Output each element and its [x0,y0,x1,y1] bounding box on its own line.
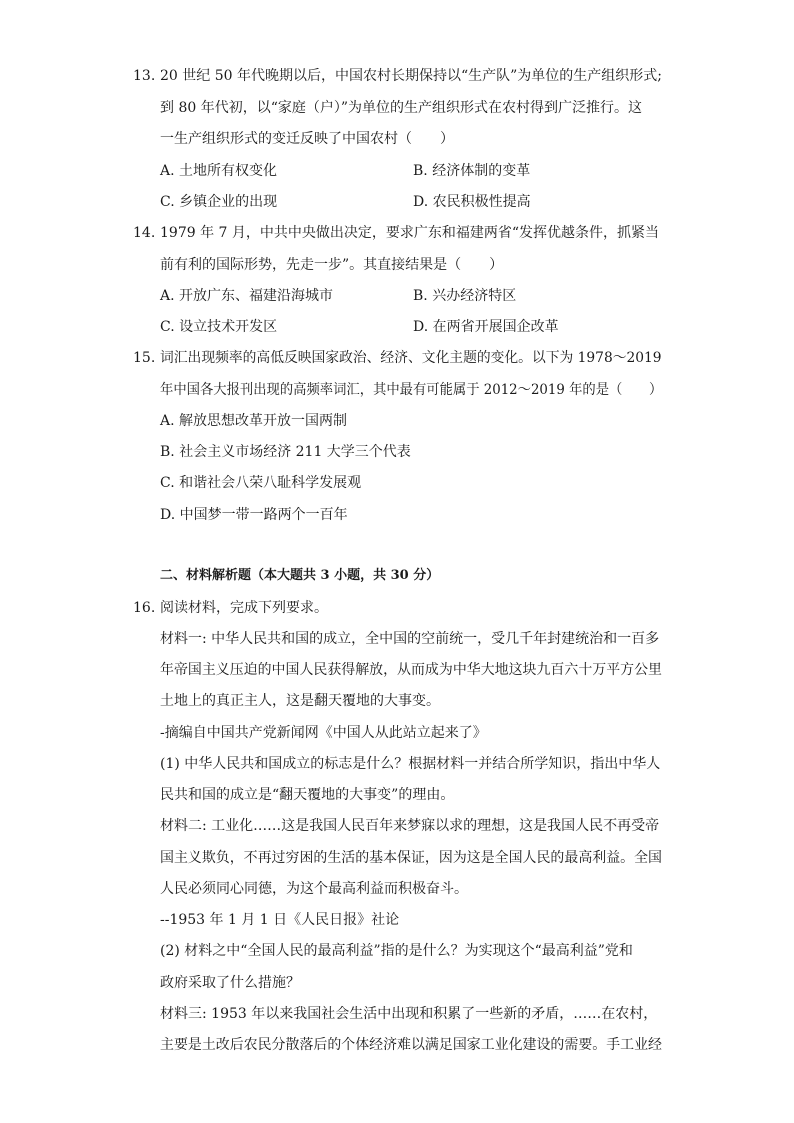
option-b: B. 社会主义市场经济 211 大学三个代表 [160,444,411,460]
option-c: C. 和谐社会八荣八耻科学发展观 [160,475,362,491]
section-heading: 二、材料解析题（本大题共 3 小题，共 30 分） [160,568,440,583]
question-text-line: 1979 年 7 月，中共中央做出决定，要求广东和福建两省“发挥优越条件，抓紧当 [160,225,660,241]
question-text-line: 词汇出现频率的高低反映国家政治、经济、文化主题的变化。以下为 1978～2019 [160,350,662,366]
material-1-line: 材料一: 中华人民共和国的成立，全中国的空前统一，受几千年封建统治和一百多 [160,631,660,647]
sub-question-1-line: 民共和国的成立是“翻天覆地的大事变”的理由。 [160,787,455,803]
question-number: 13. [133,68,156,84]
sub-question-2-line: (2) 材料之中“全国人民的最高利益”指的是什么？为实现这个“最高利益”党和 [160,943,633,959]
material-1-line: 年帝国主义压迫的中国人民获得解放，从而成为中华大地这块九百六十万平方公里 [160,662,662,678]
option-d: D. 农民积极性提高 [413,194,531,210]
question-number: 15. [133,350,156,366]
option-a: A. 解放思想改革开放一国两制 [160,413,348,429]
material-1-source: -摘编自中国共产党新闻网《中国人从此站立起来了》 [160,725,487,741]
material-3-line: 主要是土改后农民分散落后的个体经济难以满足国家工业化建设的需要。手工业经 [160,1037,662,1053]
option-a: A. 开放广东、福建沿海城市 [160,288,334,304]
option-c: C. 设立技术开发区 [160,319,278,335]
material-2-line: 国主义欺负，不再过穷困的生活的基本保证，因为这是全国人民的最高利益。全国 [160,850,662,866]
option-d: D. 中国梦一带一路两个一百年 [160,507,348,523]
question-number: 14. [133,225,156,241]
question-text-line: 20 世纪 50 年代晚期以后，中国农村长期保持以“生产队”为单位的生产组织形式; [160,68,663,84]
option-d: D. 在两省开展国企改革 [413,319,559,335]
material-2-line: 材料二: 工业化……这是我国人民百年来梦寐以求的理想，这是我国人民不再受帝 [160,818,660,834]
option-b: B. 兴办经济特区 [413,288,517,304]
material-2-line: 人民必须同心同德，为这个最高利益而积极奋斗。 [160,881,468,897]
question-number: 16. [133,600,156,616]
option-c: C. 乡镇企业的出现 [160,194,278,210]
material-2-source: --1953 年 1 月 1 日《人民日报》社论 [160,912,400,928]
question-text-line: 前有利的国际形势，先走一步”。其直接结果是（ ） [160,257,504,273]
question-text-line: 一生产组织形式的变迁反映了中国农村（ ） [160,131,454,147]
option-b: B. 经济体制的变革 [413,163,531,179]
material-3-line: 材料三: 1953 年以来我国社会生活中出现和积累了一些新的矛盾，……在农村， [160,1006,658,1022]
option-a: A. 土地所有权变化 [160,163,278,179]
question-text-line: 年中国各大报刊出现的高频率词汇，其中最有可能属于 2012～2019 年的是（ ） [160,382,663,398]
question-text-line: 到 80 年代初，以“家庭（户）”为单位的生产组织形式在农村得到广泛推行。这 [160,100,643,116]
sub-question-1-line: (1) 中华人民共和国成立的标志是什么？根据材料一并结合所学知识，指出中华人 [160,756,661,772]
sub-question-2-line: 政府采取了什么措施？ [160,975,300,991]
question-intro: 阅读材料，完成下列要求。 [160,600,328,616]
material-1-line: 土地上的真正主人，这是翻天覆地的大事变。 [160,693,440,709]
